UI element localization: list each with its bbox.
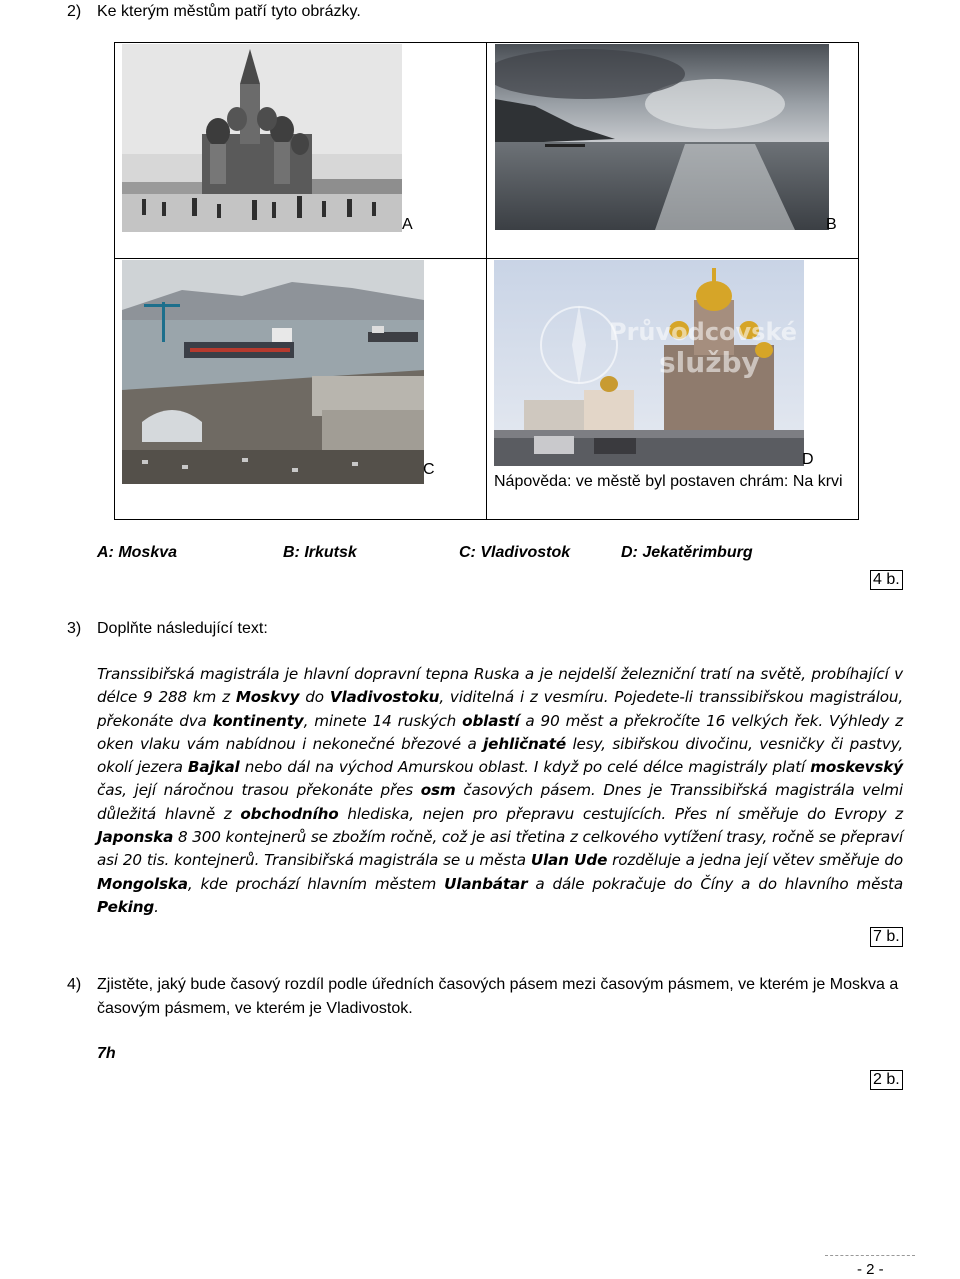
page-number: - 2 - [857,1261,884,1278]
cell-letter-d: D [802,451,814,468]
q2-points: 4 b. [870,570,903,590]
q4-question: Zjistěte, jaký bude časový rozdíl podle úředních časových pásem mezi časovým pásmem, ve kterém je Moskva a časovým pásmem, ve kterém je Vladivostok. [97,976,899,1017]
grid-border [486,42,487,520]
answer-c: C: Vladivostok [459,544,571,561]
q2-number: 2) [67,3,82,20]
q2-question: Ke kterým městům patří tyto obrázky. [97,3,361,20]
cell-letter-c: C [423,461,435,478]
q3-heading [67,619,268,639]
image-grid [114,42,859,520]
photo-d-church [494,260,804,466]
answer-b: B: Irkutsk [283,544,357,561]
q4-answer: 7h [97,1045,116,1062]
answer-d: D: Jekatěrimburg [621,544,753,561]
photo-a-saint-basils-cathedral [122,44,402,232]
watermark-line2: služby [659,346,760,379]
photo-c-harbour [122,260,424,484]
cell-letter-b: B [826,216,837,233]
grid-border [114,42,115,520]
cell-letter-a: A [402,216,413,233]
answer-a: A: Moskva [97,544,178,561]
grid-border [858,42,859,520]
q3-question: Doplňte následující text: [97,620,268,637]
photo-b-lake [495,44,829,230]
q4-number: 4) [67,976,82,993]
q4-points: 2 b. [870,1070,903,1090]
q3-number: 3) [67,620,82,637]
hint-text: Nápověda: ve městě byl postaven chrám: Na krvi [494,473,843,490]
q2-heading [67,2,361,22]
q3-paragraph: Transsibiřská magistrála je hlavní dopravní tepna Ruska a je nejdelší železniční tratí na světě, probíhající v délce 9 288 km z Moskvy do Vladivostoku, viditelná i z vesmíru. Pojedete-li transsibiřskou magistrálou, překonáte dva kontinenty, minete 14 ruských oblastí a 90 měst a překročíte 16 velkých řek. Výhledy z oken vlaku vám nabídnou i nekonečné březové a jehličnaté lesy, sibiřskou divočinu, vesničky či pastvy, okolí jezera Bajkal nebo dál na východ Amurskou oblast. I když po celé délce magistrály platí moskevský čas, její náročnou trasou překonáte přes osm časových pásem. Dnes je Transsibiřská magistrála velmi důležitá hlavně z obchodního hlediska, nejen pro přepravu cestujících. Přes ní směřuje do Evropy z Japonska 8 300 kontejnerů se zbožím ročně, což je asi třetina z celkového vytížení trasy, ročně se přepraví asi 20 tis. kontejnerů. Transibiřská magistrála se u města Ulan Ude rozděluje a jedna její větev směřuje do Mongolska, kde prochází hlavním městem Ulanbátar a dále pokračuje do Číny a do hlavního města Peking. [97,665,904,916]
q3-points: 7 b. [870,927,903,947]
watermark-line1: Průvodcovské [609,318,798,346]
footer-divider [825,1255,915,1257]
